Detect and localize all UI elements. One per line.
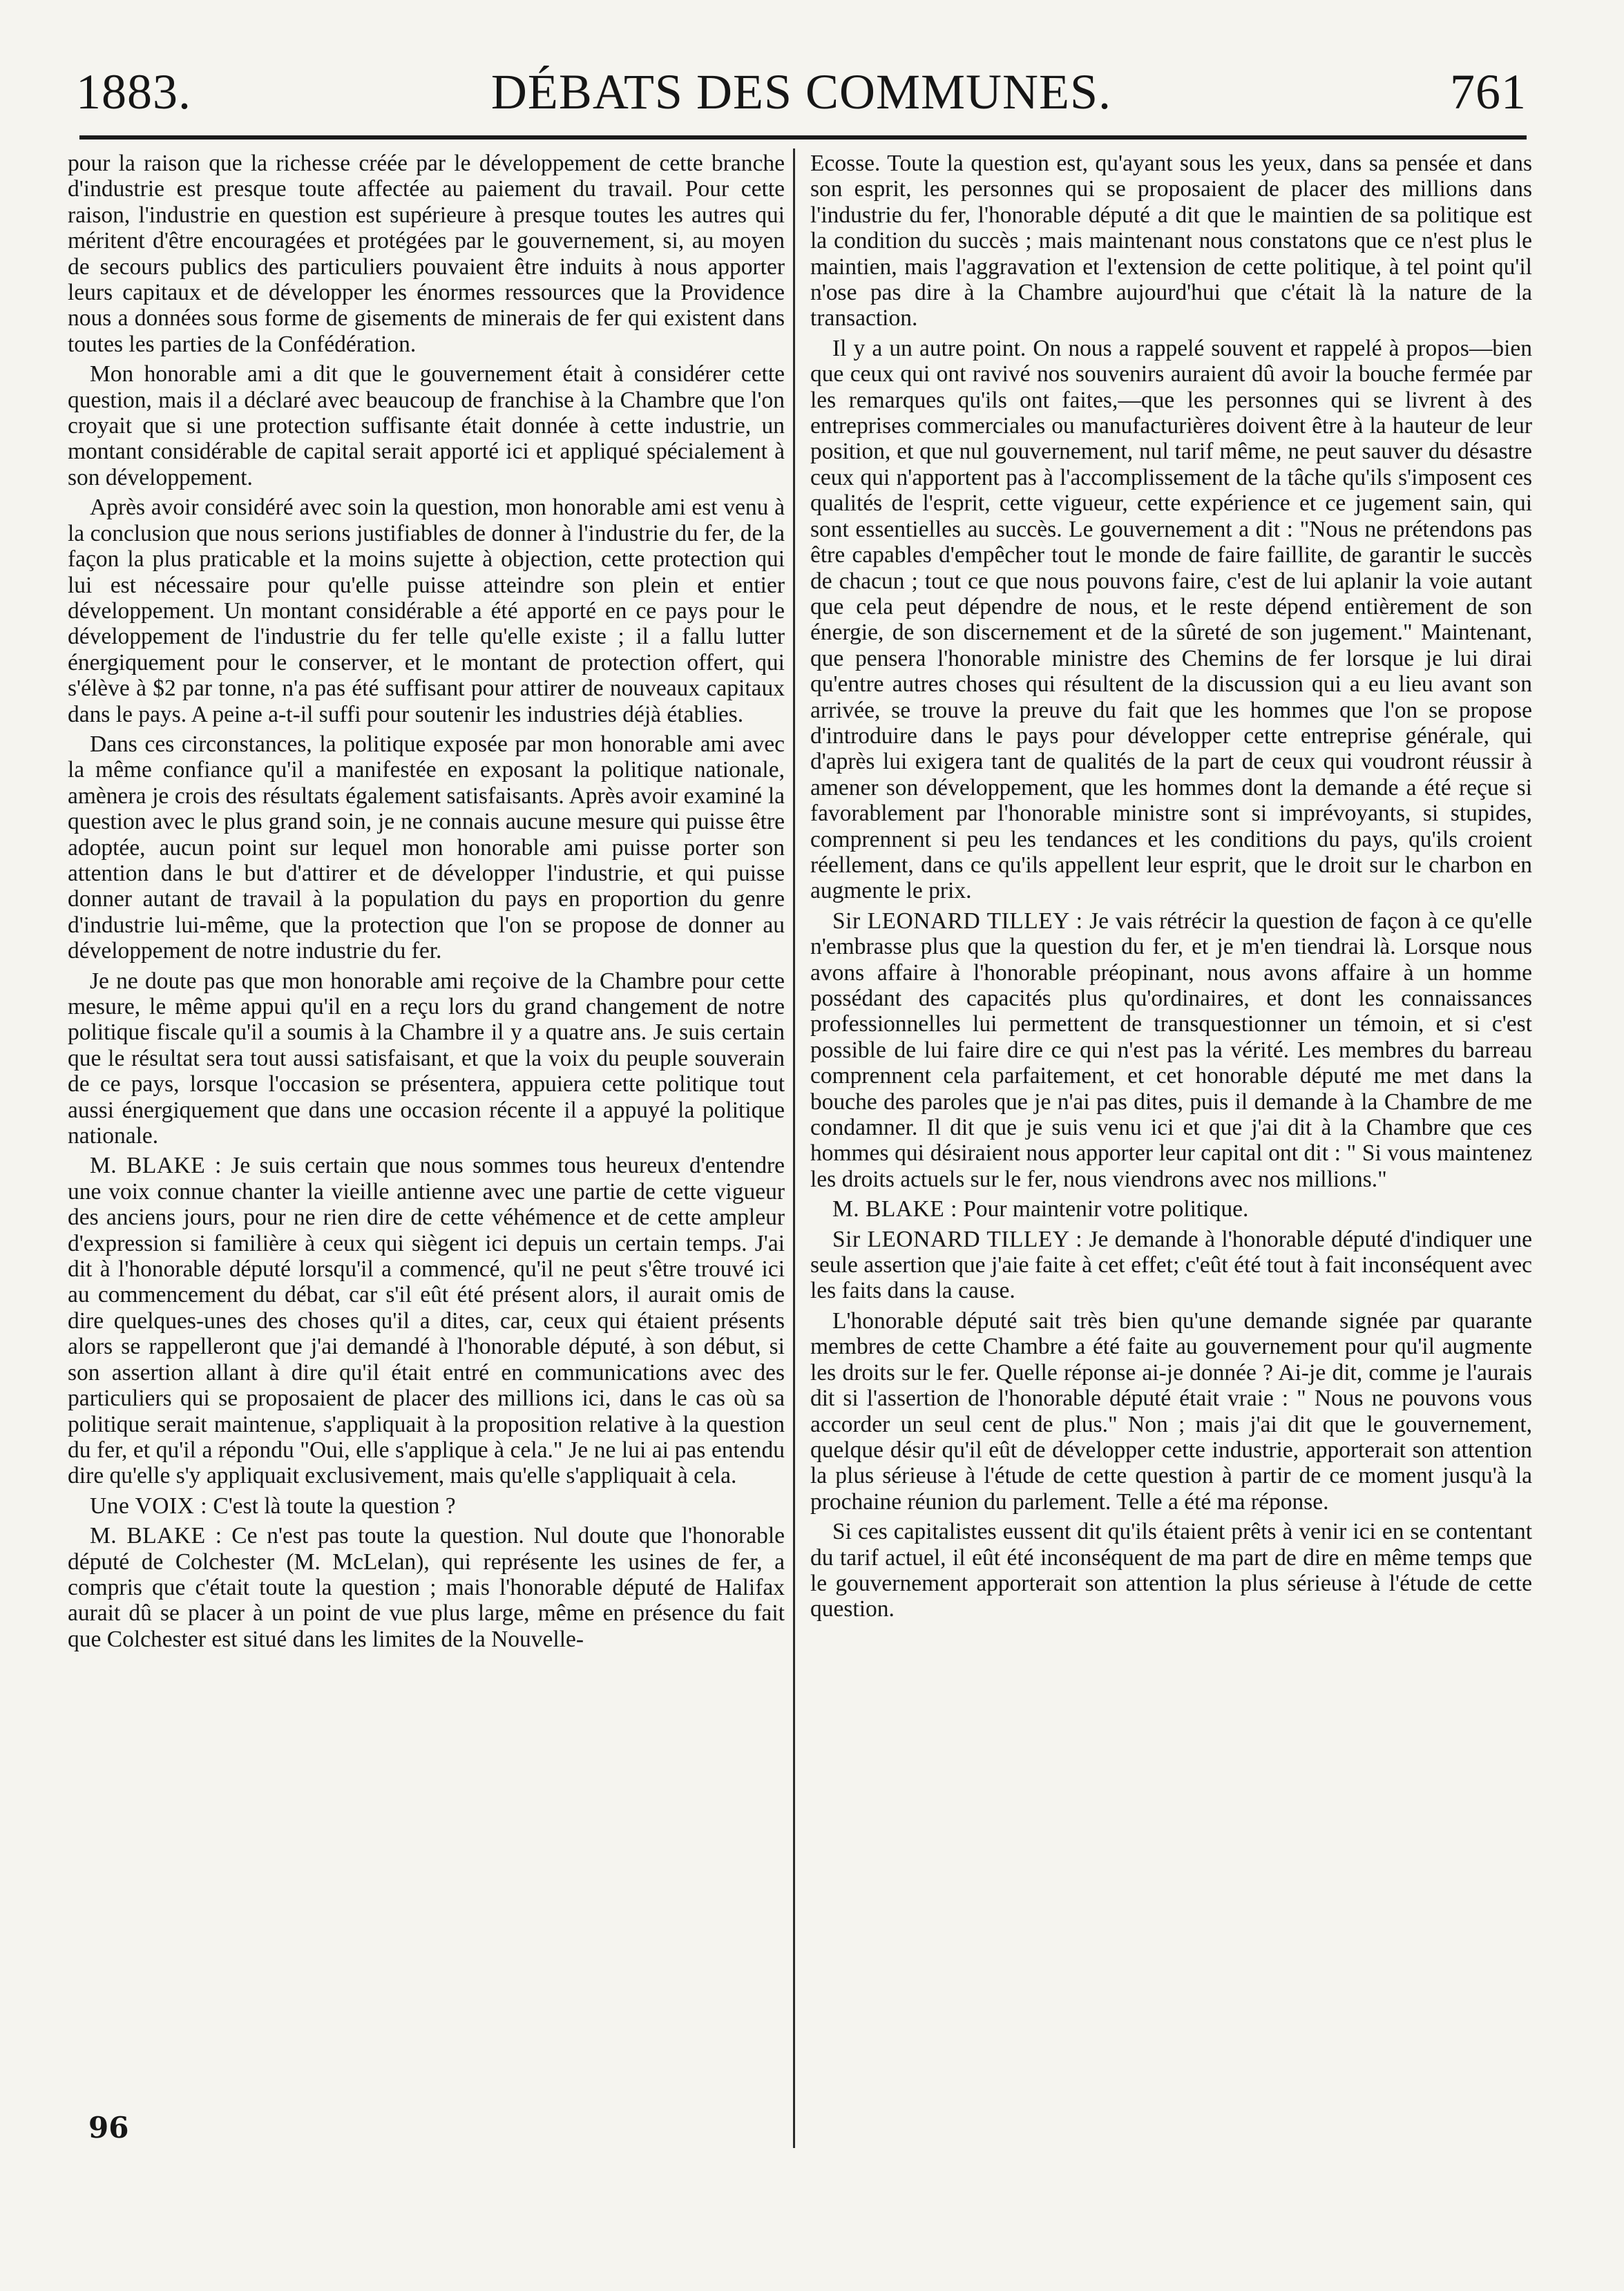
paragraph: Mon honorable ami a dit que le gouvernement était à considérer cette question, mais il a déclaré avec beaucoup de franchise à la Chambre que l'on croyait que si une protection suffisante était donnée à cette industrie, un montant considérable de capital serait apporté ici et appliqué spécialement à son développement. — [68, 361, 785, 490]
paragraph: Après avoir considéré avec soin la question, mon honorable ami est venu à la conclusion que nous serions justifiables de donner à l'industrie du fer, de la façon la plus praticable et la moins sujette à objection, cette protection qui lui est nécessaire pour qu'elle puisse atteindre son plein et entier développement. Un montant considérable a été apporté en ce pays pour le développement de l'industrie du fer telle qu'elle existe ; il a fallu lutter énergiquement pour le conserver, et le montant de protection offert, qui s'élève à $2 par tonne, n'a pas été suffisant pour attirer de nouveaux capitaux dans le pays. A peine a-t-il suffi pour soutenir les industries déjà établies. — [68, 495, 785, 727]
speaker-name: Sir LEONARD TILLEY : — [832, 1226, 1083, 1252]
header-rule — [79, 135, 1527, 140]
paragraph: L'honorable député sait très bien qu'une demande signée par quarante membres de cette Chambre a été faite au gouvernement pour qu'il augmente les droits sur le fer. Quelle réponse ai-je donnée ? Ai-je dit, comme je l'aurais dit si l'assertion de l'honorable député était vraie : " Nous ne pouvons vous accorder un seul cent de plus." Non ; mais j'ai dit que le gouvernement, quelque désir qu'il eût de développer cette industrie, apporterait son attention la plus sérieuse à l'étude de cette question à partir de ce moment jusqu'à la prochaine réunion du parlement. Telle a été ma réponse. — [810, 1307, 1532, 1515]
paragraph: pour la raison que la richesse créée par le développement de cette branche d'industrie est presque toute affectée au paiement du travail. Pour cette raison, l'industrie en question est supérieure à presque toutes les autres qui méritent d'être encouragées et protégées par le gouvernement, si, au moyen de secours publics des particuliers pouvaient être induits à nous apporter leurs capitaux et de développer les énormes ressources que la Providence nous a données sous forme de gisements de minerais de fer qui existent dans toutes les parties de la Confédération. — [68, 151, 785, 357]
speaker-name: M. BLAKE : — [90, 1153, 222, 1179]
speech-paragraph: Sir LEONARD TILLEY : Je demande à l'honorable député d'indiquer une seule assertion que j'aie faite à cet effet; c'eût été tout à fait inconséquent avec les faits dans la cause. — [810, 1226, 1533, 1304]
paragraph: Si ces capitalistes eussent dit qu'ils étaient prêts à venir ici en se contentant du tarif actuel, il eût été inconséquent de ma part de dire en même temps que le gouvernement apporterait son attention la plus sérieuse à l'étude de cette question. — [810, 1519, 1532, 1622]
speech-paragraph: Sir LEONARD TILLEY : Je vais rétrécir la question de façon à ce qu'elle n'embrasse plus que la question du fer, et je m'en tiendrai là. Lorsque nous avons affaire à l'honorable préopinant, nous avons affaire à un homme possédant des capacités plus qu'ordinaires, et dont les connaissances professionnelles lui permettent de transquestionner un témoin, et si c'est possible de lui faire dire ce qui n'est pas la vérité. Les membres du barreau comprennent cela parfaitement, et cet honorable député me met dans la bouche des paroles que je n'ai pas dites, puis il demande à la Chambre de me condamner. Il dit que je suis venu ici et que j'ai dit à la Chambre que ces hommes qui désiraient nous apporter leur capital ont dit : " Si vous maintenez les droits actuels sur le fer, nous viendrons avec nos millions." — [810, 908, 1533, 1192]
header-year: 1883. — [76, 64, 191, 119]
publication-title: DÉBATS DES COMMUNES. — [490, 64, 1112, 119]
paragraph: Ecosse. Toute la question est, qu'ayant sous les yeux, dans sa pensée et dans son esprit, les personnes qui se proposaient de placer des millions dans l'industrie du fer, l'honorable député a dit que le maintien de sa politique est la condition du succès ; mais maintenant nous constatons que ce n'est plus le maintien, mais l'aggravation et l'extension de cette politique, à tel point qu'il n'ose pas dire à la Chambre aujourd'hui que c'était là la nature de la transaction. — [810, 151, 1532, 332]
paragraph: Dans ces circonstances, la politique exposée par mon honorable ami avec la même confiance qu'il a manifestée en exposant la politique nationale, amènera je crois des résultats également satisfaisants. Après avoir examiné la question avec le plus grand soin, je ne connais aucune mesure qui puisse être adoptée, aucun point sur lequel mon honorable ami puisse porter son attention dans le but d'attirer et de développer l'industrie, et qui puisse donner autant de travail à la population du pays en proportion du genre d'industrie lui-même, que la protection que l'on se propose de donner au développement de notre industrie du fer. — [68, 731, 785, 964]
left-column — [68, 151, 785, 1656]
speaker-name: Une VOIX : — [90, 1493, 207, 1519]
signature-mark: 96 — [88, 2111, 129, 2145]
speaker-name: M. BLAKE : — [832, 1196, 957, 1223]
page-number: 761 — [1450, 64, 1527, 119]
speech-paragraph: M. BLAKE : Je suis certain que nous sommes tous heureux d'entendre une voix connue chanter la vieille antienne avec une partie de cette vigueur des anciens jours, pour ne rien dire de cette véhémence et de cette ampleur d'expression si familière à ceux qui siègent ici depuis un certain temps. J'ai dit à l'honorable député lorsqu'il a commencé, qu'il ne peut s'être trouvé ici au commencement du débat, car s'il eût été présent alors, il aurait omis de dire quelques-unes des choses qu'il a dites, car, ceux qui étaient présents alors se rappelleront que j'ai demandé à l'honorable député, à son début, si son assertion allant à dire qu'il était entré en communications avec des particuliers qui se proposaient de placer des millions ici, dans le cas où sa politique serait maintenue, s'appliquait à la proposition relative à la question du fer, et qu'il a répondu "Oui, elle s'applique à cela." Je ne lui ai pas entendu dire qu'elle s'y appliquait exclusivement, mais qu'elle s'appliquait à cela. — [68, 1153, 785, 1489]
page-header — [76, 54, 1527, 130]
speech-paragraph: Une VOIX : C'est là toute la question ? — [90, 1493, 456, 1519]
paragraph: Je ne doute pas que mon honorable ami reçoive de la Chambre pour cette mesure, le même appui qu'il en a reçu lors du grand changement de notre politique fiscale qu'il a soumis à la Chambre il y a quatre ans. Je suis certain que le résultat sera tout aussi satisfaisant, et que la voix du peuple souverain de ce pays, lorsque l'occasion se présentera, appuiera cette politique tout aussi énergiquement que dans une occasion récente il a appuyé la politique nationale. — [68, 968, 785, 1149]
paragraph: Il y a un autre point. On nous a rappelé souvent et rappelé à propos—bien que ceux qui ont ravivé nos souvenirs auraient dû avoir la bouche fermée par les remarques qu'ils ont faites,—que les personnes qui se livrent à des entreprises commerciales ou manufacturières doivent être à la hauteur de leur position, et que nul gouvernement, nul tarif même, ne peut sauver du désastre ceux qui n'apportent pas à l'accomplissement de la tâche qu'ils s'imposent ces qualités de l'esprit, cette vigueur, cette expérience et ce jugement sain, qui sont essentielles au succès. Le gouvernement a dit : "Nous ne prétendons pas être capables d'empêcher tout le monde de faire faillite, de garantir le succès de chacun ; tout ce que nous pouvons faire, c'est de lui aplanir la voie autant que cela peut dépendre de nous, et le reste dépend entièrement de son énergie, de son discernement et de la sûreté de son jugement." Maintenant, que pensera l'honorable ministre des Chemins de fer lorsque je lui dirai qu'entre autres choses qui résultent de la discussion qui a eu lieu avant son arrivée, se trouve la preuve du fait que les hommes que l'on se propose d'introduire dans le pays pour développer cette entreprise générale, qui d'après lui exigera tant de qualités de la part de ceux qui voudront réussir à amener son développement, que les hommes dont la demande a été reçue si favorablement par l'honorable ministre sont si imprévoyants, si stupides, comprennent si peu les tendances et les conditions du pays, qu'ils croient réellement, dans ce qu'ils appellent leur esprit, que le droit sur le charbon en augmente le prix. — [810, 335, 1532, 904]
speaker-name: Sir LEONARD TILLEY : — [832, 908, 1083, 934]
speaker-name: M. BLAKE : — [90, 1523, 222, 1549]
right-column — [810, 151, 1532, 1627]
column-divider — [793, 148, 795, 2148]
speech-paragraph: M. BLAKE : Ce n'est pas toute la question. Nul doute que l'honorable député de Colchester (M. McLelan), qui représente les usines de fer, a compris que c'était toute la question ; mais l'honorable député de Halifax aurait dû se placer à un point de vue plus large, même en présence du fait que Colchester est situé dans les limites de la Nouvelle- — [68, 1523, 785, 1652]
speech-paragraph: M. BLAKE : Pour maintenir votre politique. — [832, 1196, 1249, 1223]
